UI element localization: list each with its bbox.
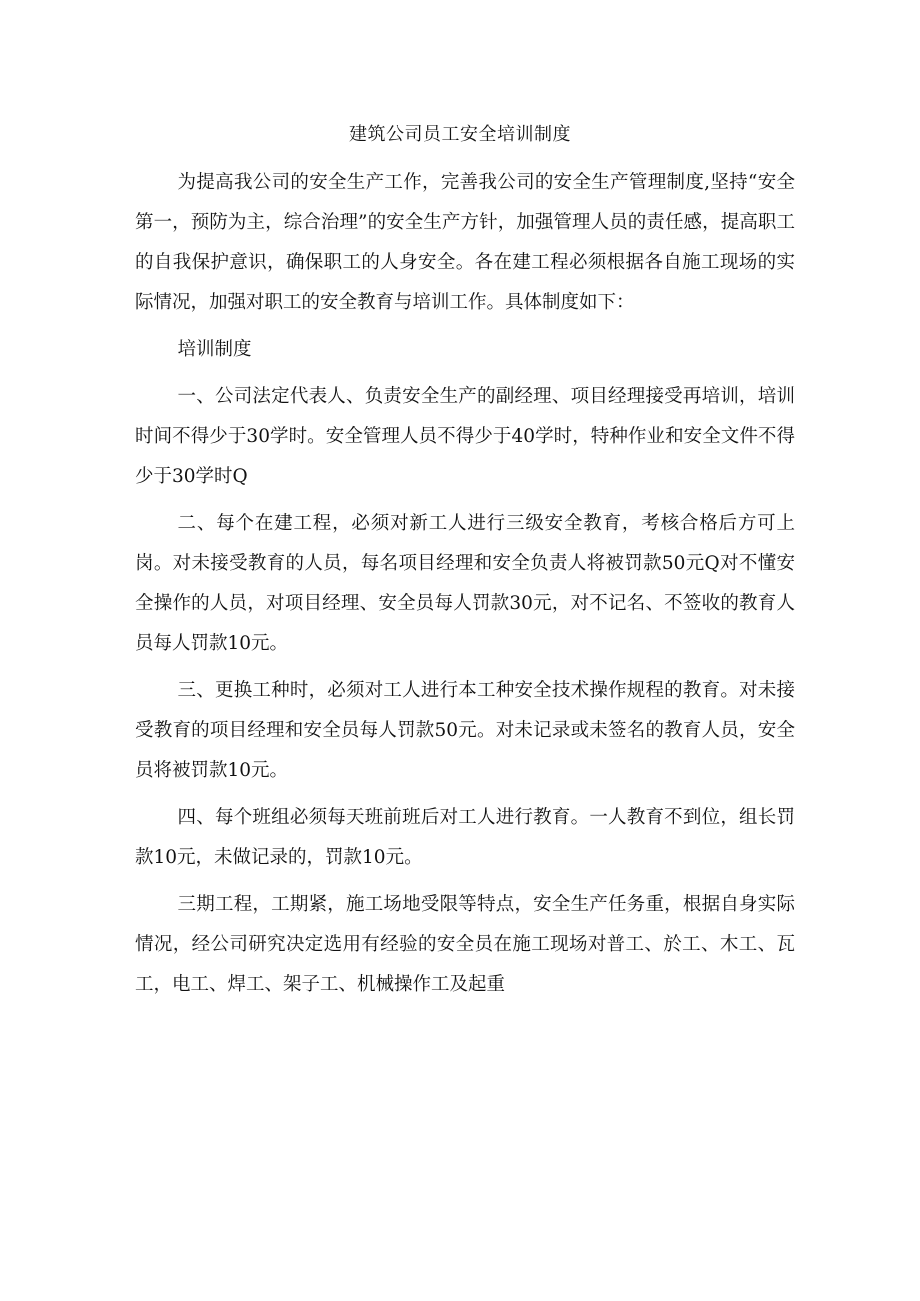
rule-paragraph-2: 二、每个在建工程，必须对新工人进行三级安全教育，考核合格后方可上岗。对未接受教育的人员，每名项目经理和安全负责人将被罚款50元Q对不懂安全操作的人员，对项目经理、安全员每人罚款30元，对不记名、不签收的教育人员每人罚款10元。 [135,513,795,654]
rule-paragraph-1: 一、公司法定代表人、负责安全生产的副经理、项目经理接受再培训，培训时间不得少于30学时。安全管理人员不得少于40学时，特种作业和安全文件不得少于30学时Q [135,386,795,487]
closing-paragraph: 三期工程，工期紧，施工场地受限等特点，安全生产任务重，根据自身实际情况，经公司研究决定选用有经验的安全员在施工现场对普工、於工、木工、瓦工，电工、焊工、架子工、机械操作工及起重 [135,894,795,995]
rule-paragraph-3: 三、更换工种时，必须对工人进行本工种安全技术操作规程的教育。对未接受教育的项目经理和安全员每人罚款50元。对未记录或未签名的教育人员，安全员将被罚款10元。 [135,680,795,781]
document-body [135,163,795,1012]
intro-paragraph: 为提高我公司的安全生产工作，完善我公司的安全生产管理制度,坚持“安全第一，预防为主，综合治理”的安全生产方针，加强管理人员的责任感，提高职工的自我保护意识，确保职工的人身安全。各在建工程必须根据各自施工现场的实际情况，加强对职工的安全教育与培训工作。具体制度如下： [135,172,795,313]
section-heading: 培训制度 [177,339,252,360]
rule-paragraph-4: 四、每个班组必须每天班前班后对工人进行教育。一人教育不到位，组长罚款10元，未做记录的，罚款10元。 [135,807,795,868]
document-title: 建筑公司员工安全培训制度 [349,124,571,145]
